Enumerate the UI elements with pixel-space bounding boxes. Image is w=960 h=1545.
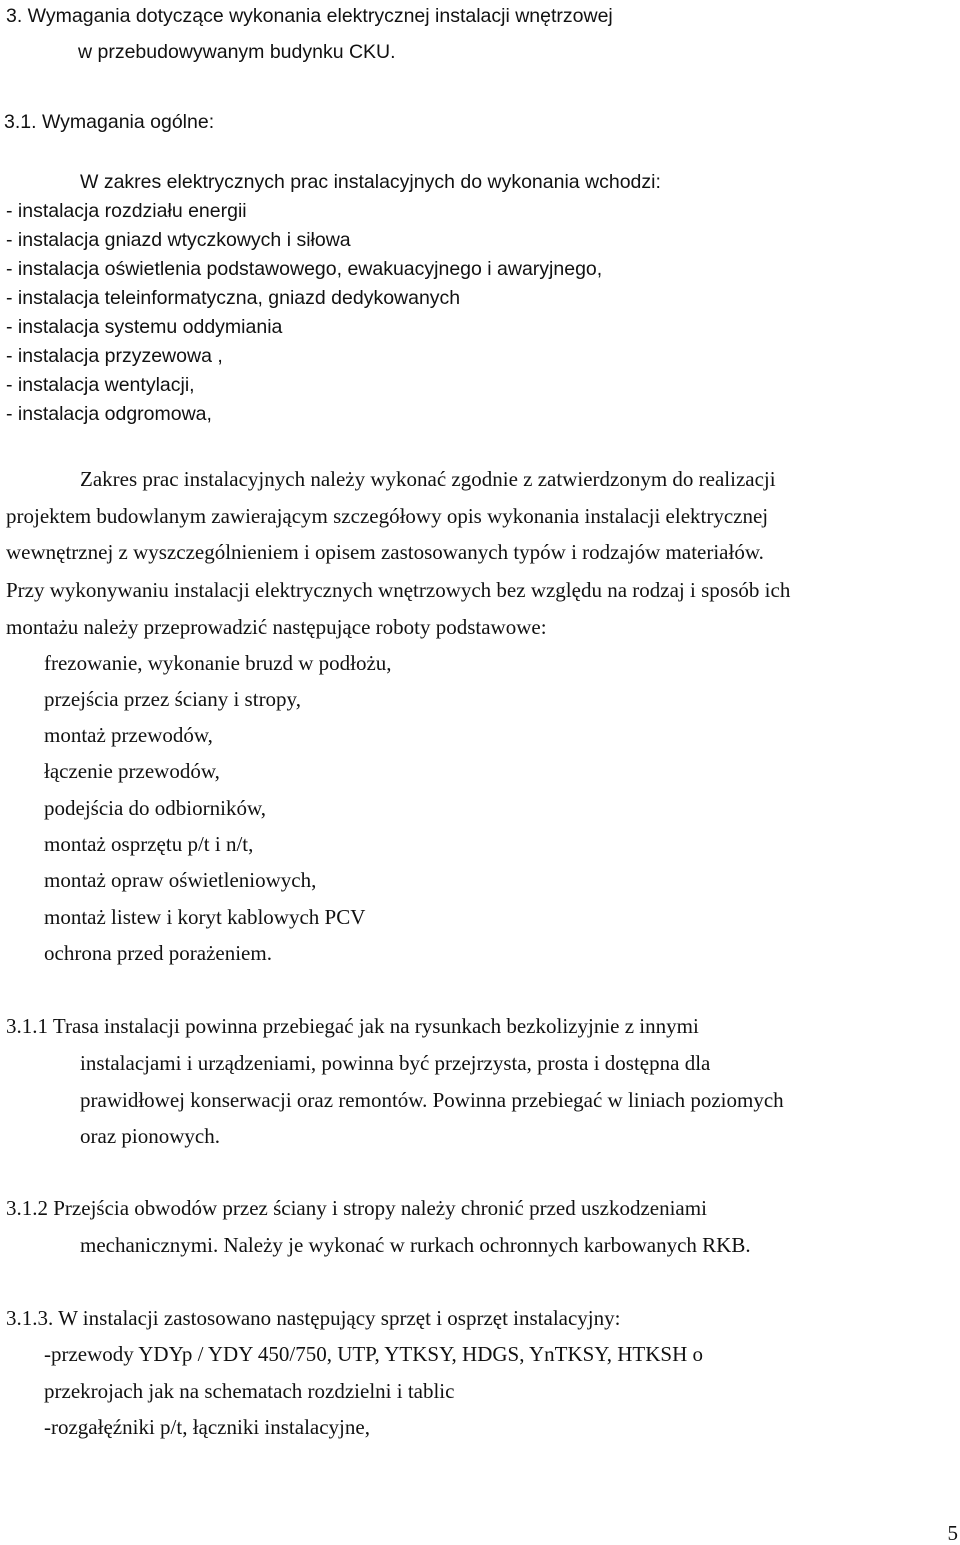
work-item: przejścia przez ściany i stropy, [44, 687, 301, 711]
scope-list-item: - instalacja teleinformatyczna, gniazd dedykowanych [6, 287, 461, 309]
paragraph-line: Zakres prac instalacyjnych należy wykonać zgodnie z zatwierdzonym do realizacji [80, 467, 776, 491]
section-3-1-1-line: 3.1.1 Trasa instalacji powinna przebiegać jak na rysunkach bezkolizyjnie z innymi [6, 1014, 699, 1038]
work-item: montaż przewodów, [44, 723, 213, 747]
section-3-1-3-line: przekrojach jak na schematach rozdzielni i tablic [44, 1379, 455, 1403]
section-3-1-intro: W zakres elektrycznych prac instalacyjnych do wykonania wchodzi: [80, 171, 661, 193]
work-item: montaż opraw oświetleniowych, [44, 868, 317, 892]
work-item: ochrona przed porażeniem. [44, 941, 272, 965]
work-item: podejścia do odbiorników, [44, 796, 267, 820]
page-number: 5 [947, 1521, 958, 1545]
section-3-heading-line-2: w przebudowywanym budynku CKU. [78, 41, 396, 63]
section-3-1-1-line: oraz pionowych. [80, 1124, 220, 1148]
paragraph-line: montażu należy przeprowadzić następujące roboty podstawowe: [6, 615, 547, 639]
work-item: montaż osprzętu p/t i n/t, [44, 832, 254, 856]
scope-list-item: - instalacja rozdziału energii [6, 200, 247, 222]
scope-list-item: - instalacja przyzewowa , [6, 345, 223, 367]
section-3-1-2-line: mechanicznymi. Należy je wykonać w rurkach ochronnych karbowanych RKB. [80, 1233, 751, 1257]
paragraph-line: wewnętrznej z wyszczególnieniem i opisem zastosowanych typów i rodzajów materiałów. [6, 540, 764, 564]
paragraph-line: projektem budowlanym zawierającym szczegółowy opis wykonania instalacji elektrycznej [6, 504, 769, 528]
section-3-heading-line-1: 3. Wymagania dotyczące wykonania elektrycznej instalacji wnętrzowej [6, 5, 613, 27]
section-3-1-3-line: -rozgałęźniki p/t, łączniki instalacyjne, [44, 1415, 370, 1439]
section-3-1-2-line: 3.1.2 Przejścia obwodów przez ściany i stropy należy chronić przed uszkodzeniami [6, 1196, 707, 1220]
scope-list-item: - instalacja systemu oddymiania [6, 316, 283, 338]
scope-list-item: - instalacja odgromowa, [6, 403, 212, 425]
work-item: frezowanie, wykonanie bruzd w podłożu, [44, 651, 392, 675]
section-3-1-3-line: -przewody YDYp / YDY 450/750, UTP, YTKSY, HDGS, YnTKSY, HTKSH o [44, 1342, 703, 1366]
scope-list-item: - instalacja oświetlenia podstawowego, ewakuacyjnego i awaryjnego, [6, 258, 603, 280]
scope-list-item: - instalacja gniazd wtyczkowych i siłowa [6, 229, 351, 251]
work-item: łączenie przewodów, [44, 759, 220, 783]
paragraph-line: Przy wykonywaniu instalacji elektrycznych wnętrzowych bez względu na rodzaj i sposób ich [6, 578, 791, 602]
section-3-1-1-line: prawidłowej konserwacji oraz remontów. Powinna przebiegać w liniach poziomych [80, 1088, 784, 1112]
section-3-1-1-line: instalacjami i urządzeniami, powinna być przejrzysta, prosta i dostępna dla [80, 1051, 711, 1075]
scope-list-item: - instalacja wentylacji, [6, 374, 195, 396]
section-3-1-3-line: 3.1.3. W instalacji zastosowano następujący sprzęt i osprzęt instalacyjny: [6, 1306, 621, 1330]
work-item: montaż listew i koryt kablowych PCV [44, 905, 366, 929]
section-3-1-heading: 3.1. Wymagania ogólne: [4, 111, 215, 133]
